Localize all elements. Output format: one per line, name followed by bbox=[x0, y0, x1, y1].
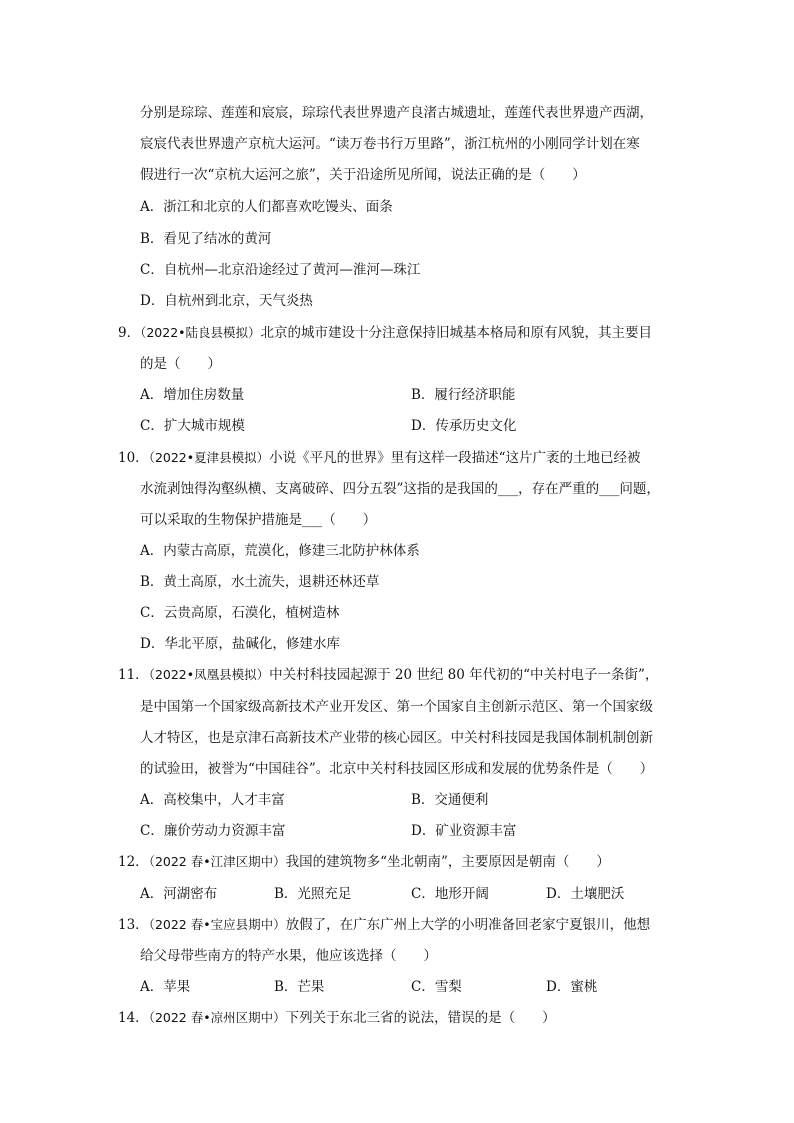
q14-source: （2022 春•凉州区期中） bbox=[148, 1010, 286, 1025]
q10-option-a: A．内蒙古高原，荒漠化，修建三北防护林体系 bbox=[140, 543, 420, 559]
q10-number: 10． bbox=[118, 450, 149, 466]
q11-stem-line-4: 的试验田，被誉为“中国硅谷”。北京中关村科技园区形成和发展的优势条件是（ ） bbox=[140, 761, 654, 777]
q13-option-c: C．雪梨 bbox=[411, 979, 462, 995]
q11-option-a: A．高校集中，人才丰富 bbox=[140, 792, 285, 808]
q9-option-c: C．扩大城市规模 bbox=[140, 418, 245, 434]
q9-stem-text: 北京的城市建设十分注意保持旧城基本格局和原有风貌，其主要目 bbox=[260, 325, 653, 341]
q14-stem-text: 下列关于东北三省的说法，错误的是（ ） bbox=[285, 1010, 556, 1026]
q12-option-b: B．光照充足 bbox=[274, 886, 352, 902]
q8-option-c: C．自杭州—北京沿途经过了黄河—淮河—珠江 bbox=[140, 262, 421, 278]
q13-stem-line-1 bbox=[118, 916, 650, 934]
q8-stem-line-3: 假进行一次“京杭大运河之旅”，关于沿途所见所闻，说法正确的是（ ） bbox=[140, 167, 586, 183]
q12-stem-line-1 bbox=[118, 853, 610, 871]
q13-number: 13． bbox=[118, 917, 149, 933]
q13-option-a: A．苹果 bbox=[140, 979, 191, 995]
q12-option-c: C．地形开阔 bbox=[411, 886, 489, 902]
q10-option-b: B．黄土高原，水土流失，退耕还林还草 bbox=[140, 574, 380, 590]
q8-stem-line-2: 宸宸代表世界遗产京杭大运河。“读万卷书行万里路”，浙江杭州的小刚同学计划在寒 bbox=[140, 136, 640, 152]
q14-stem-line-1 bbox=[118, 1009, 556, 1027]
q12-number: 12． bbox=[118, 854, 149, 870]
q11-number: 11． bbox=[118, 667, 149, 683]
q13-stem-text: 放假了，在广东广州上大学的小明准备回老家宁夏银川，他想 bbox=[285, 917, 651, 933]
q11-option-c: C．廉价劳动力资源丰富 bbox=[140, 823, 286, 839]
q10-source: （2022•夏津县模拟） bbox=[148, 450, 270, 465]
q8-stem-line-1: 分别是琮琮、莲莲和宸宸，琮琮代表世界遗产良渚古城遗址，莲莲代表世界遗产西湖， bbox=[140, 105, 653, 121]
q11-stem-text: 中关村科技园起源于 20 世纪 80 年代初的“中关村电子一条街”， bbox=[269, 667, 659, 683]
q11-stem-line-3: 人才特区，也是京津石高新技术产业带的核心园区。中关村科技园是我国体制机制创新 bbox=[140, 730, 653, 746]
q13-option-d: D．蜜桃 bbox=[546, 979, 598, 995]
q10-stem-line-2: 水流剥蚀得沟壑纵横、支离破碎、四分五裂”这指的是我国的___，存在严重的___问题， bbox=[140, 481, 660, 497]
q8-option-d: D．自杭州到北京，天气炎热 bbox=[140, 293, 313, 309]
q9-stem-line-1 bbox=[118, 324, 652, 342]
q11-stem-line-1 bbox=[118, 666, 658, 684]
q12-option-a: A．河湖密布 bbox=[140, 886, 218, 902]
q9-option-b: B．履行经济职能 bbox=[411, 387, 516, 403]
q10-stem-line-1 bbox=[118, 449, 641, 467]
q9-option-d: D．传承历史文化 bbox=[411, 418, 517, 434]
q11-source: （2022•凤凰县模拟） bbox=[148, 667, 270, 682]
q9-source: （2022•陆良县模拟） bbox=[140, 325, 261, 340]
q11-option-d: D．矿业资源丰富 bbox=[411, 823, 517, 839]
q12-option-d: D．土壤肥沃 bbox=[546, 886, 625, 902]
q13-source: （2022 春•宝应县期中） bbox=[148, 917, 286, 932]
q13-stem-line-2: 给父母带些南方的特产水果，他应该选择（ ） bbox=[140, 948, 437, 964]
q9-number: 9． bbox=[118, 325, 141, 341]
q13-option-b: B．芒果 bbox=[274, 979, 325, 995]
q14-number: 14． bbox=[118, 1010, 149, 1026]
q8-option-a: A．浙江和北京的人们都喜欢吃馒头、面条 bbox=[140, 199, 393, 215]
q10-option-c: C．云贵高原，石漠化，植树造林 bbox=[140, 605, 340, 621]
q9-option-a: A．增加住房数量 bbox=[140, 387, 245, 403]
q9-stem-line-2: 的是（ ） bbox=[140, 356, 221, 372]
q10-option-d: D．华北平原，盐碱化，修建水库 bbox=[140, 636, 340, 652]
q10-stem-line-3: 可以采取的生物保护措施是___（ ） bbox=[140, 512, 377, 528]
q12-stem-text: 我国的建筑物多“坐北朝南”，主要原因是朝南（ ） bbox=[285, 854, 610, 870]
q8-option-b: B．看见了结冰的黄河 bbox=[140, 231, 272, 247]
q11-stem-line-2: 是中国第一个国家级高新技术产业开发区、第一个国家自主创新示范区、第一个国家级 bbox=[140, 699, 653, 715]
q12-source: （2022 春•江津区期中） bbox=[148, 854, 286, 869]
q10-stem-text: 小说《平凡的世界》里有这样一段描述“这片广袤的土地已经被 bbox=[269, 450, 641, 466]
q11-option-b: B．交通便利 bbox=[411, 792, 489, 808]
